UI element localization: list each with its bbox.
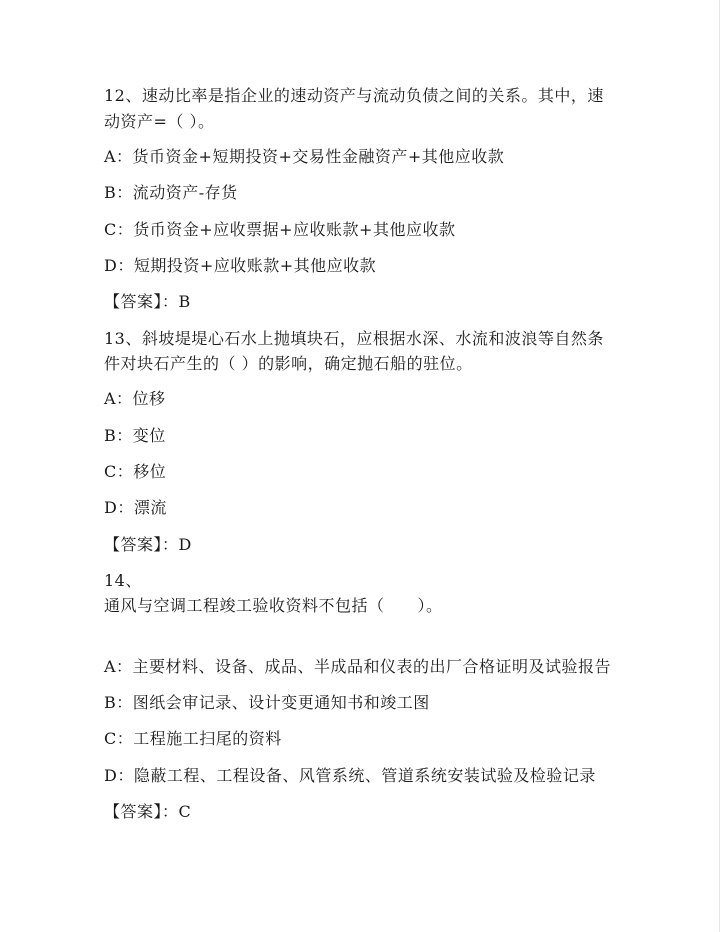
question-13-stem-line-2: 件对块石产生的（ ）的影响，确定抛石船的驻位。	[104, 354, 473, 373]
question-14-stem: 通风与空调工程竣工验收资料不包括（ ）。	[104, 596, 443, 615]
question-13-option-c: C：移位	[104, 462, 167, 481]
question-13-stem-line-1: 13、斜坡堤堤心石水上抛填块石，应根据水深、水流和波浪等自然条	[104, 329, 604, 348]
question-12-option-a: A：货币资金+短期投资+交易性金融资产+其他应收款	[104, 147, 505, 166]
question-14-answer: 【答案】：C	[104, 802, 192, 821]
question-12-option-b: B：流动资产-存货	[104, 183, 238, 202]
question-12-option-d: D：短期投资+应收账款+其他应收款	[104, 256, 377, 275]
question-14-option-d: D：隐蔽工程、工程设备、风管系统、管道系统安装试验及检验记录	[104, 766, 596, 785]
question-13-option-a: A：位移	[104, 389, 166, 408]
question-12-stem-line-2: 动资产=（ ）。	[104, 112, 215, 131]
question-14-option-b: B：图纸会审记录、设计变更通知书和竣工图	[104, 693, 430, 712]
question-13-option-d: D：漂流	[104, 498, 167, 517]
question-14-option-a: A：主要材料、设备、成品、半成品和仪表的出厂合格证明及试验报告	[104, 657, 612, 676]
question-13-answer: 【答案】：D	[104, 535, 192, 554]
question-13-option-b: B：变位	[104, 426, 166, 445]
question-14-number: 14、	[104, 571, 142, 590]
question-12-stem-line-1: 12、速动比率是指企业的速动资产与流动负债之间的关系。其中，速	[104, 86, 604, 105]
question-12-option-c: C：货币资金+应收票据+应收账款+其他应收款	[104, 220, 456, 239]
question-14-option-c: C：工程施工扫尾的资料	[104, 729, 282, 748]
question-12-answer: 【答案】：B	[104, 292, 191, 311]
